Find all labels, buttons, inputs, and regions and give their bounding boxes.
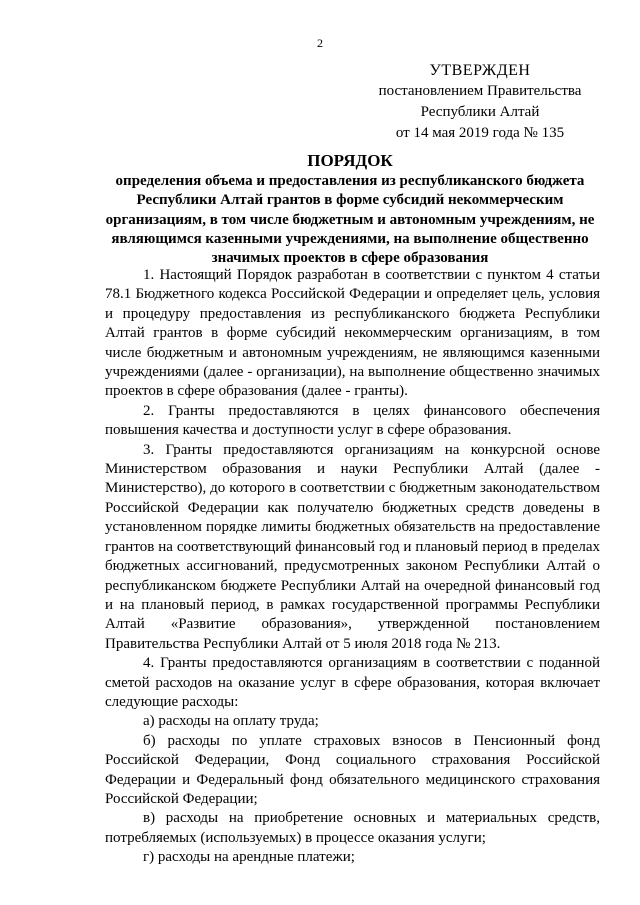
paragraph-3: 3. Гранты предоставляются организациям на конкурсной основе Министерством образования и науки Республики Алтай (далее - Министерство), до которого в соответствии с бюджетным законодательством Российской Федерации как получателю бюджетных средств доведены в установленном порядке лимиты бюджетных обязательств на предоставление грантов на соответствующий финансовый год и плановый период в пределах бюджетных ассигнований, предусмотренных законом Республики Алтай о республиканском бюджете Республики Алтай на очередной финансовый год и на плановый период, в рамках государственной программы Республики Алтай «Развитие образования», утвержденной постановлением Правительства Республики Алтай от 5 июля 2018 года № 213. (105, 441, 600, 652)
approval-stamp (360, 60, 600, 144)
approval-title: УТВЕРЖДЕН (429, 62, 531, 79)
approval-line-3: от 14 мая 2019 года № 135 (395, 125, 565, 141)
paragraph-2: 2. Гранты предоставляются в целях финансового обеспечения повышения качества и доступности услуг в сфере образования. (105, 402, 600, 439)
paragraph-4: 4. Гранты предоставляются организациям в соответствии с поданной сметой расходов на оказание услуг в сфере образования, которая включает следующие расходы: (105, 655, 600, 710)
list-item-g: г) расходы на арендные платежи; (143, 849, 355, 866)
approval-line-2: Республики Алтай (420, 104, 540, 120)
page-number: 2 (317, 36, 323, 50)
list-item-b: б) расходы по уплате страховых взносов в Пенсионный фонд Российской Федерации, Фонд социального страхования Российской Федерации и Федеральный фонд обязательного медицинского страхования Российской Федерации; (105, 732, 600, 807)
paragraph-1: 1. Настоящий Порядок разработан в соответствии с пунктом 4 статьи 78.1 Бюджетного кодекса Российской Федерации и определяет цель, условия и процедуру предоставления из республиканского бюджета Республики Алтай грантов в форме субсидий некоммерческим организациям, в том числе бюджетным и автономным учреждениям, не являющимся казенными учреждениями (далее - организации), на выполнение общественно значимых проектов в сфере образования (далее - гранты). (105, 267, 600, 400)
list-item-v: в) расходы на приобретение основных и материальных средств, потребляемых (используемых) в процессе оказания услуги; (105, 810, 600, 846)
approval-line-1: постановлением Правительства (378, 83, 582, 99)
list-item-a: а) расходы на оплату труда; (143, 713, 319, 730)
document-heading (100, 151, 600, 268)
document-title: ПОРЯДОК (307, 151, 393, 170)
document-subtitle: определения объема и предоставления из республиканского бюджета Республики Алтай грантов в форме субсидий некоммерческим организациям, в том числе бюджетным и автономным учреждениям, не являющимся казенными учреждениями, на выполнение общественно значимых проектов в сфере образования (105, 173, 595, 267)
document-body (105, 266, 600, 868)
